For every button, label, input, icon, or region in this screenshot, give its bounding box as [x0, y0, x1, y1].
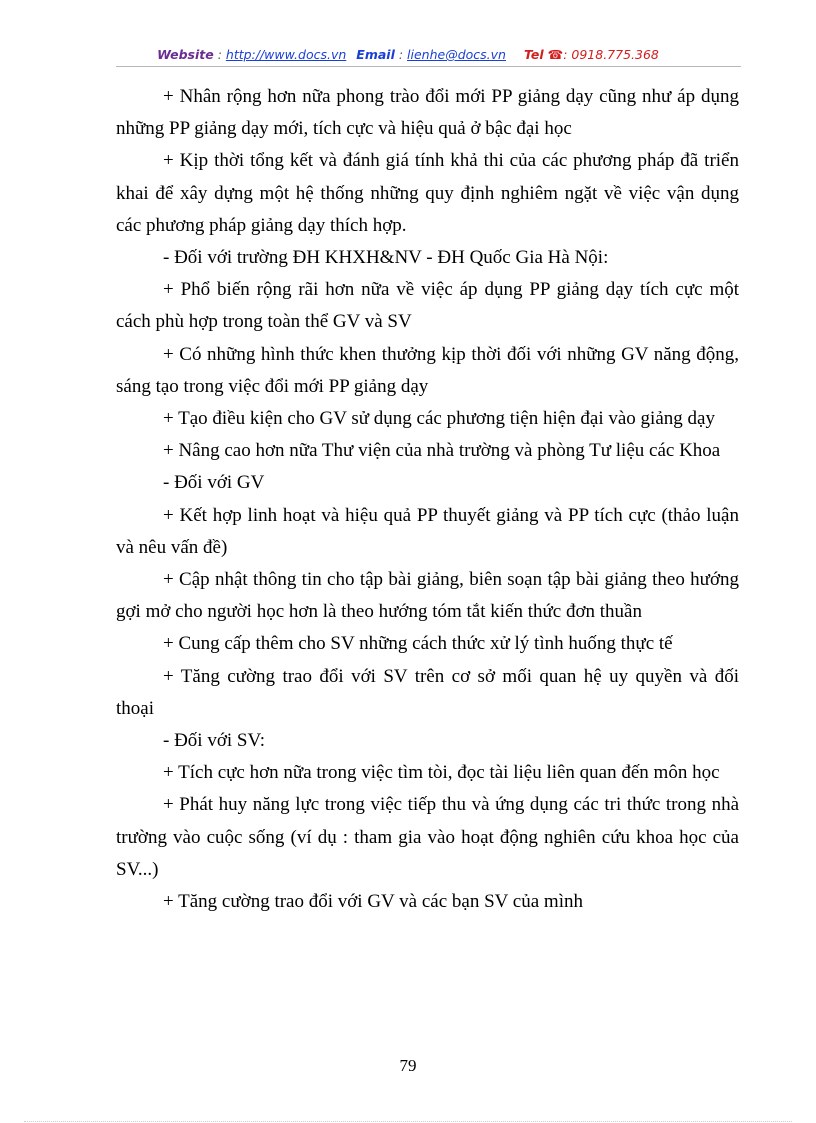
section-heading: - Đối với SV:: [163, 730, 266, 752]
phone-number: : 0918.775.368: [563, 47, 659, 62]
tel-label: Tel: [523, 47, 544, 62]
paragraph: + Cung cấp thêm cho SV những cách thức xử lý tình huống thực tế: [163, 633, 673, 655]
paragraph: + Nâng cao hơn nữa Thư viện của nhà trường và phòng Tư liệu các Khoa: [163, 440, 721, 462]
email-link[interactable]: lienhe@docs.vn: [407, 47, 506, 62]
website-label: Website: [157, 47, 214, 62]
paragraph: + Nhân rộng hơn nữa phong trào đổi mới PP giảng dạy cũng như áp dụng những PP giảng dạy mới, tích cực và hiệu quả ở bậc đại học: [116, 86, 739, 140]
paragraph: + Tích cực hơn nữa trong việc tìm tòi, đọc tài liệu liên quan đến môn học: [163, 762, 720, 784]
paragraph: + Tăng cường trao đổi với SV trên cơ sở mối quan hệ uy quyền và đối thoại: [116, 665, 739, 719]
paragraph: + Tạo điều kiện cho GV sử dụng các phương tiện hiện đại vào giảng dạy: [163, 408, 715, 430]
email-label: Email: [356, 47, 395, 62]
section-heading: - Đối với GV: [163, 472, 265, 494]
section-heading: - Đối với trường ĐH KHXH&NV - ĐH Quốc Gia Hà Nội:: [163, 247, 609, 269]
paragraph: + Phát huy năng lực trong việc tiếp thu và ứng dụng các tri thức trong nhà trường vào cuộc sống (ví dụ : tham gia vào hoạt động nghiên cứu khoa học của SV...): [116, 794, 739, 880]
paragraph: + Có những hình thức khen thưởng kịp thời đối với những GV năng động, sáng tạo trong việc đổi mới PP giảng dạy: [116, 343, 739, 397]
website-link[interactable]: http://www.docs.vn: [225, 47, 347, 62]
header-divider: [116, 66, 741, 67]
paragraph: + Kịp thời tổng kết và đánh giá tính khả thi của các phương pháp đã triển khai để xây dựng một hệ thống những quy định nghiêm ngặt về việc vận dụng các phương pháp giảng dạy thích hợp.: [116, 150, 739, 236]
document-body: [116, 81, 739, 918]
email-separator: :: [394, 47, 408, 62]
website-separator: :: [213, 47, 226, 62]
page-header: [0, 47, 816, 62]
paragraph: + Kết hợp linh hoạt và hiệu quả PP thuyết giảng và PP tích cực (thảo luận và nêu vấn đề): [116, 504, 739, 558]
paragraph: + Tăng cường trao đổi với GV và các bạn SV của mình: [163, 891, 583, 913]
page-bottom-border: [24, 1121, 792, 1122]
paragraph: + Cập nhật thông tin cho tập bài giảng, biên soạn tập bài giảng theo hướng gợi mở cho người học hơn là theo hướng tóm tắt kiến thức đơn thuần: [116, 569, 739, 623]
page-number: 79: [399, 1056, 417, 1075]
paragraph: + Phổ biến rộng rãi hơn nữa về việc áp dụng PP giảng dạy tích cực một cách phù hợp trong toàn thể GV và SV: [116, 279, 739, 333]
phone-icon: ☎: [547, 47, 564, 62]
